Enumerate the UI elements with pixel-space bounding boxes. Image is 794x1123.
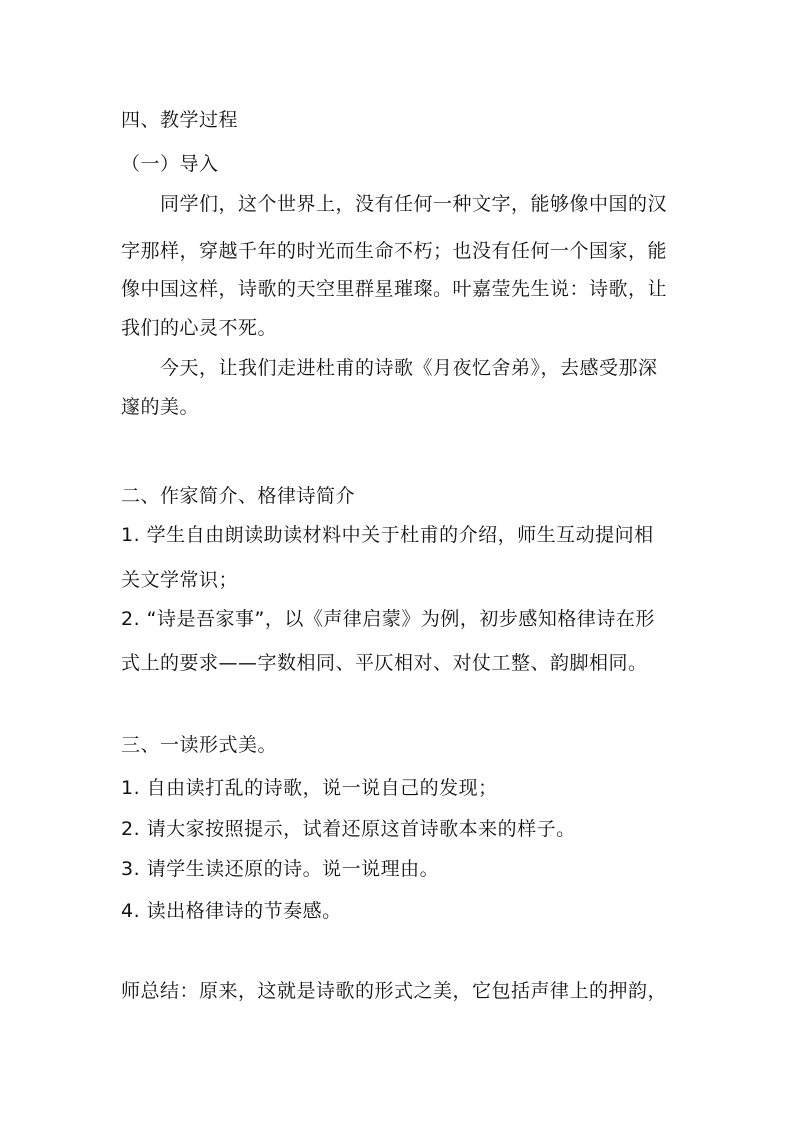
intro-paragraph-line: 同学们，这个世界上，没有任何一种文字，能够像中国的汉 (160, 193, 668, 215)
intro-paragraph-line: 字那样，穿越千年的时光而生命不朽；也没有任何一个国家，能 (121, 240, 668, 262)
list-item: 3. 请学生读还原的诗。说一说理由。 (121, 858, 440, 880)
list-item: 4. 读出格律诗的节奏感。 (121, 900, 342, 922)
list-item: 2. “诗是吾家事”，以《声律启蒙》为例，初步感知格律诗在形 (121, 608, 655, 630)
list-item-continuation: 式上的要求——字数相同、平仄相对、对仗工整、韵脚相同。 (121, 652, 648, 674)
section-heading-3: 三、一读形式美。 (121, 734, 278, 756)
list-item-continuation: 关文学常识； (121, 569, 239, 591)
intro-paragraph-line: 像中国这样，诗歌的天空里群星璀璨。叶嘉莹先生说：诗歌，让 (121, 278, 668, 300)
intro-paragraph2-line: 今天，让我们走进杜甫的诗歌《月夜忆舍弟》，去感受那深 (160, 357, 658, 379)
subsection-heading-intro: （一）导入 (121, 153, 219, 175)
list-item: 1. 学生自由朗读助读材料中关于杜甫的介绍，师生互动提问相 (121, 524, 654, 546)
summary-paragraph-line: 师总结：原来，这就是诗歌的形式之美，它包括声律上的押韵， (121, 980, 668, 1002)
section-heading-2: 二、作家简介、格律诗简介 (121, 485, 356, 507)
list-item: 2. 请大家按照提示，试着还原这首诗歌本来的样子。 (121, 818, 576, 840)
section-heading-4: 四、教学过程 (121, 109, 239, 131)
intro-paragraph2-line: 邃的美。 (121, 396, 200, 418)
intro-paragraph-line: 我们的心灵不死。 (121, 317, 278, 339)
list-item: 1. 自由读打乱的诗歌，说一说自己的发现； (121, 777, 498, 799)
